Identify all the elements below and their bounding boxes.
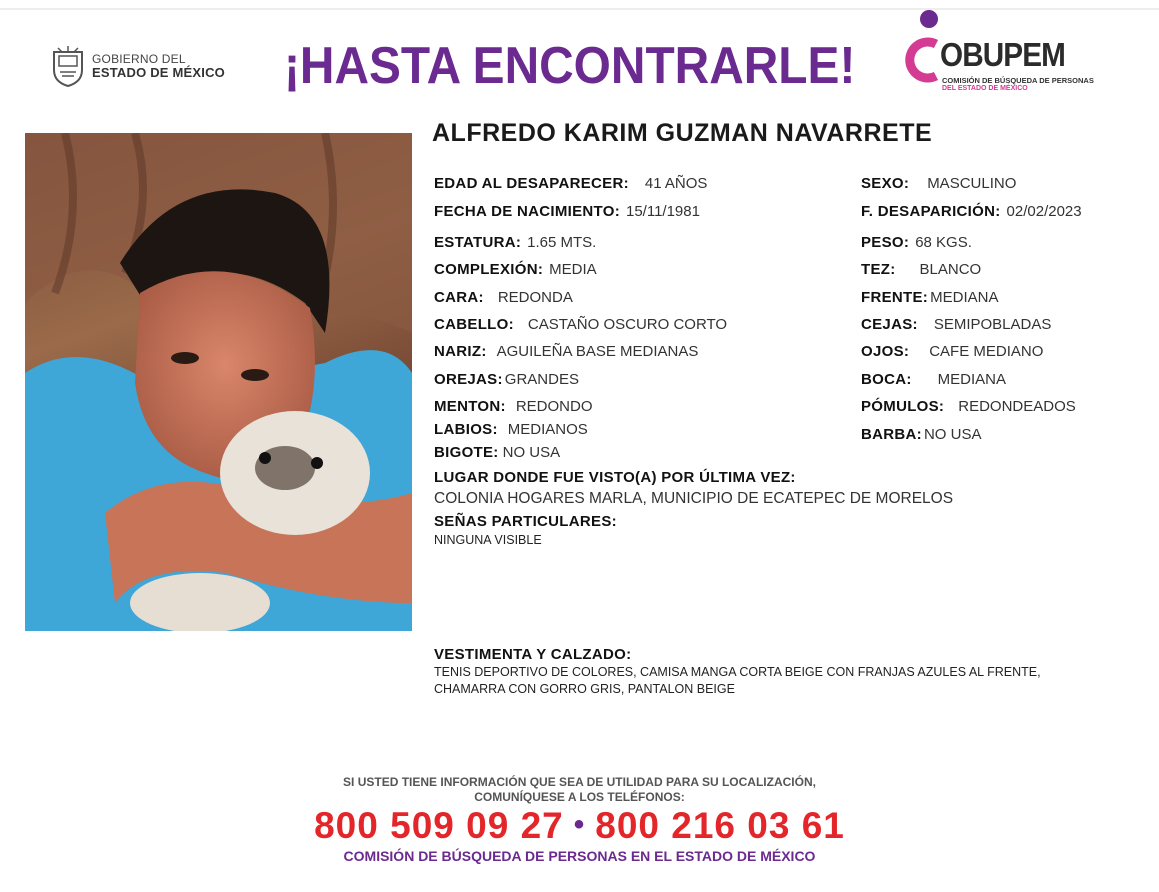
gov-line1: GOBIERNO DEL [92,51,186,66]
phone-2: 800 216 03 61 [595,805,845,846]
field-label: OREJAS: [434,371,503,388]
field-height [434,234,596,251]
phone-numbers [0,805,1159,847]
logo-sub1: COMISIÓN DE BÚSQUEDA DE PERSONAS [942,76,1094,85]
field-value: AGUILEÑA BASE MEDIANAS [496,343,699,360]
field-forehead [861,289,998,306]
field-disappearance-date [861,203,1082,220]
field-value: REDONDEADOS [958,398,1076,415]
field-label: TEZ: [861,261,896,278]
field-value: GRANDES [504,371,579,388]
marks-value: NINGUNA VISIBLE [434,533,542,547]
field-value: 15/11/1981 [626,203,700,220]
field-label: ESTATURA: [434,234,522,251]
field-value: REDONDO [515,398,593,415]
field-label: CABELLO: [434,316,514,333]
gov-line2: ESTADO DE MÉXICO [92,64,225,80]
field-label: FRENTE: [861,289,929,306]
field-label: FECHA DE NACIMIENTO: [434,203,620,220]
field-label: LABIOS: [434,421,498,438]
field-nose [434,343,698,360]
field-skin [861,261,981,278]
field-beard [861,426,981,443]
phone-1: 800 509 09 27 [314,805,564,846]
field-label: CARA: [434,289,484,306]
coat-of-arms-icon [50,44,86,88]
field-label: COMPLEXIÓN: [434,261,544,278]
field-hair [434,316,727,333]
gov-logo [50,44,225,88]
field-label: NARIZ: [434,343,487,360]
field-label: BIGOTE: [434,444,499,461]
field-eyes [861,343,1043,360]
field-build [434,261,597,278]
field-label: EDAD AL DESAPARECER: [434,175,629,192]
field-value: NO USA [923,426,982,443]
field-value: 68 KGS. [915,234,972,251]
field-label: CEJAS: [861,316,918,333]
field-birthdate [434,203,700,220]
field-sex [861,175,1016,192]
person-photo [25,133,412,631]
field-label: BARBA: [861,426,922,443]
field-value: MEDIANOS [507,421,588,438]
field-label: MENTON: [434,398,506,415]
field-label: BOCA: [861,371,912,388]
field-value: MEDIA [549,261,597,278]
field-lips [434,421,588,438]
separator-dot: • [573,808,586,841]
field-cheekbones [861,398,1076,415]
field-ears [434,371,579,388]
field-value: MASCULINO [927,175,1017,192]
field-mustache [434,444,560,461]
field-weight [861,234,972,251]
info-line1: SI USTED TIENE INFORMACIÓN QUE SEA DE UTILIDAD PARA SU LOCALIZACIÓN, [343,775,816,789]
field-value: CASTAÑO OSCURO CORTO [527,316,728,333]
field-face [434,289,573,306]
field-value: NO USA [502,444,561,461]
field-eyebrows [861,316,1051,333]
field-value: MEDIANA [930,289,999,306]
clothing-line2: CHAMARRA CON GORRO GRIS, PANTALON BEIGE [434,682,735,696]
logo-word: OBUPEM [940,36,1065,73]
last-seen-value: COLONIA HOGARES MARLA, MUNICIPIO DE ECATEPEC DE MORELOS [434,490,954,507]
field-value: REDONDA [497,289,573,306]
field-age [434,175,707,192]
cobupem-logo [896,6,1096,98]
field-chin [434,398,593,415]
marks-label: SEÑAS PARTICULARES: [434,513,617,530]
info-line2: COMUNÍQUESE A LOS TELÉFONOS: [474,790,685,804]
field-value: BLANCO [919,261,982,278]
footer-commission: COMISIÓN DE BÚSQUEDA DE PERSONAS EN EL ESTADO DE MÉXICO [343,848,816,864]
field-label: F. DESAPARICIÓN: [861,203,1001,220]
clothing-label: VESTIMENTA Y CALZADO: [434,646,632,663]
field-label: PESO: [861,234,910,251]
field-value: 1.65 MTS. [527,234,597,251]
logo-sub2: DEL ESTADO DE MÉXICO [942,85,1028,92]
field-value: MEDIANA [937,371,1007,388]
field-label: OJOS: [861,343,910,360]
field-mouth [861,371,1006,388]
field-value: CAFE MEDIANO [929,343,1044,360]
last-seen-label: LUGAR DONDE FUE VISTO(A) POR ÚLTIMA VEZ: [434,469,796,486]
field-value: 02/02/2023 [1006,203,1082,220]
field-label: PÓMULOS: [861,398,945,415]
headline: ¡HASTA ENCONTRARLE! [284,37,856,95]
field-value: 41 AÑOS [644,175,708,192]
person-name: ALFREDO KARIM GUZMAN NAVARRETE [432,119,933,147]
field-label: SEXO: [861,175,910,192]
clothing-line1: TENIS DEPORTIVO DE COLORES, CAMISA MANGA CORTA BEIGE CON FRANJAS AZULES AL FRENTE, [434,665,1041,679]
field-value: SEMIPOBLADAS [933,316,1052,333]
